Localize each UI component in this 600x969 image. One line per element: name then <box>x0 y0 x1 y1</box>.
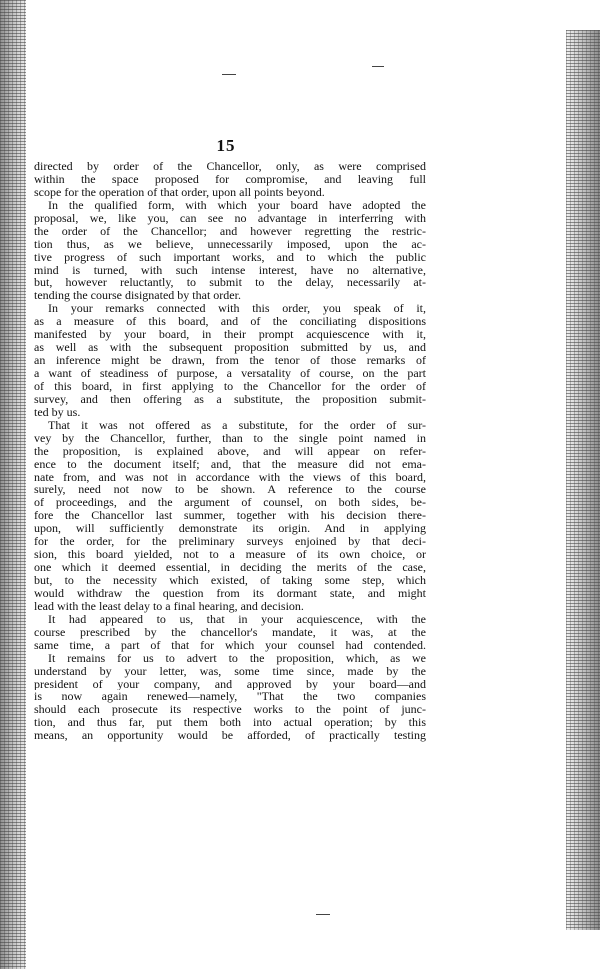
text-line: tive progress of such important works, and to which the public <box>34 250 426 264</box>
text-line: understand by your letter, was, some time since, made by the <box>34 664 426 678</box>
text-line: scope for the operation of that order, upon all points beyond. <box>34 185 325 199</box>
text-line: survey, and then offering as a substitute, the proposition submit- <box>34 392 426 406</box>
text-line: tending the course disignated by that order. <box>34 289 241 303</box>
text-line: same time, a part of that for which your counsel had contended. <box>34 638 426 652</box>
scanned-left-page-edge <box>0 0 26 969</box>
text-line: vey by the Chancellor, further, than to the single point named in <box>34 431 426 445</box>
text-line: means, an opportunity would be afforded, of practically testing <box>34 729 426 743</box>
text-line: lead with the least delay to a final hearing, and decision. <box>34 599 304 613</box>
scan-mark <box>372 66 384 67</box>
scan-mark <box>316 914 330 915</box>
text-line: surely, need not now to be shown. A reference to the course <box>34 483 426 497</box>
text-line: proposal, we, like you, can see no advantage in interferring with <box>34 211 426 225</box>
text-line: In the qualified form, with which your board have adopted the <box>48 198 426 212</box>
text-line: a want of steadiness of purpose, a versatality of course, on the part <box>34 367 426 380</box>
text-line: tion, and thus far, put them both into actual operation; by this <box>34 716 426 730</box>
text-line: tion thus, as we believe, unnecessarily imposed, upon the ac- <box>34 237 426 251</box>
text-line: within the space proposed for compromise, and leaving full <box>34 172 426 186</box>
text-line: ence to the document itself; and, that the measure did not ema- <box>34 457 426 471</box>
text-line: but, to the necessity which existed, of taking some step, which <box>34 574 426 587</box>
text-line: of this board, in first applying to the Chancellor for the order of <box>34 379 426 393</box>
text-line: as well as with the subsequent proposition submitted by us, and <box>34 341 426 355</box>
text-line: should each prosecute its respective works to the point of junc- <box>34 703 426 717</box>
text-line: of proceedings, and the argument of counsel, on both sides, be- <box>34 496 426 510</box>
text-line: president of your company, and approved by your board—and <box>34 677 426 691</box>
scan-mark <box>222 74 236 75</box>
text-line: one which it deemed essential, in deciding the merits of the case, <box>34 561 426 574</box>
text-line: is now again renewed—namely, "That the two companies <box>34 690 426 704</box>
text-line: manifested by your board, in their prompt acquiescence with it, <box>34 328 426 342</box>
text-line: the order of the Chancellor; and however regretting the restric- <box>34 224 426 238</box>
text-line: as a measure of this board, and of the conciliating dispositions <box>34 315 426 329</box>
text-line: It had appeared to us, that in your acquiescence, with the <box>48 612 426 626</box>
text-line: sion, this board yielded, not to a measure of its own choice, or <box>34 548 426 562</box>
text-line: directed by order of the Chancellor, only, as were comprised <box>34 160 426 173</box>
document-body <box>34 160 426 742</box>
text-line: That it was not offered as a substitute, for the order of sur- <box>48 418 426 432</box>
text-line: the proposition, is explained above, and will appear on refer- <box>34 444 426 458</box>
text-line: would withdraw the question from its dormant state, and might <box>34 586 426 600</box>
text-line: fore the Chancellor last summer, together with his decision there- <box>34 509 426 523</box>
text-line: mind is turned, with such intense interest, have no alternative, <box>34 263 426 277</box>
text-line: course prescribed by the chancellor's mandate, it was, at the <box>34 625 426 639</box>
text-line: It remains for us to advert to the proposition, which, as we <box>48 651 426 665</box>
text-line: nate from, and was not in accordance with the views of this board, <box>34 470 426 484</box>
page-number: 15 <box>216 136 236 155</box>
scanned-right-page-edge <box>566 30 600 930</box>
text-line: but, however reluctantly, to submit to the delay, necessarily at- <box>34 276 426 290</box>
text-line: for the order, for the preliminary surveys enjoined by that deci- <box>34 535 426 549</box>
text-line: an inference might be drawn, from the tenor of those remarks of <box>34 354 426 367</box>
text-line: ted by us. <box>34 405 81 419</box>
text-line: In your remarks connected with this order, you speak of it, <box>48 302 426 316</box>
text-line: upon, will sufficiently demonstrate its origin. And in applying <box>34 522 426 536</box>
